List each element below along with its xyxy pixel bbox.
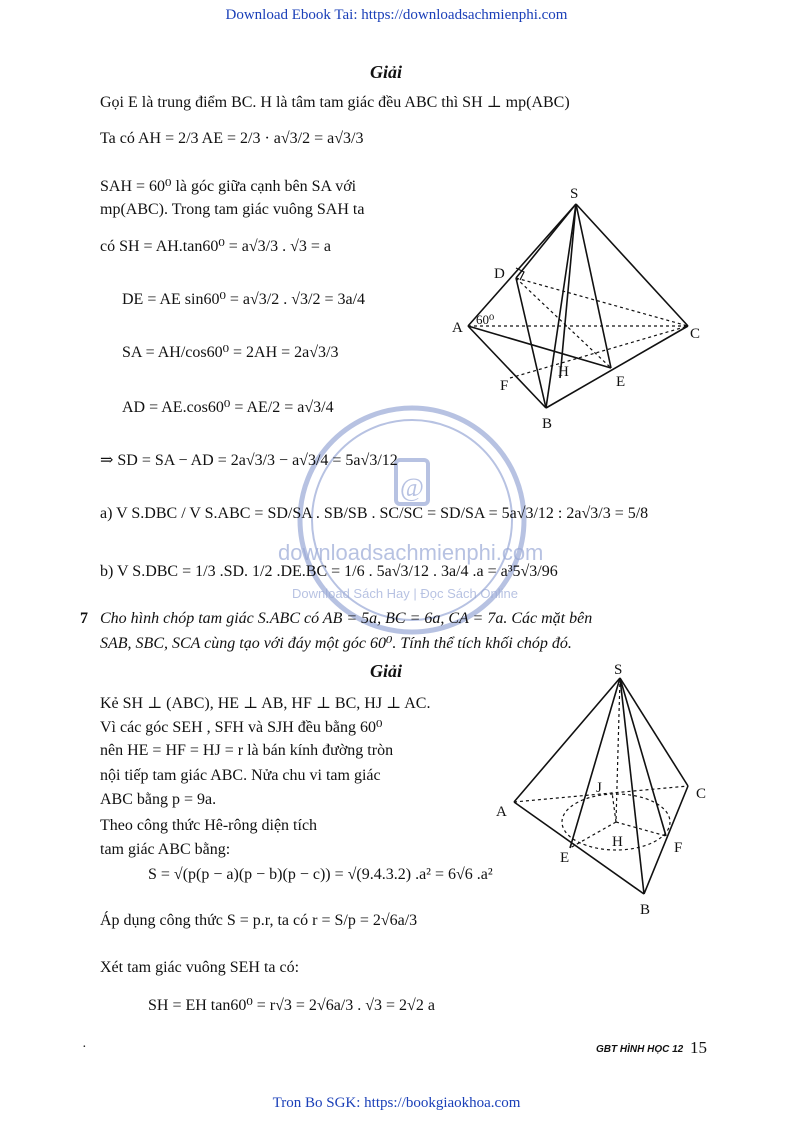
solution-heading-2: Giải — [370, 661, 403, 681]
watermark-tagline: Download Sách Hay | Đọc Sách Online — [292, 586, 518, 601]
equation-line: có SH = AH.tan60⁰ = a√3/3 . √3 = a — [100, 238, 332, 255]
label-A: A — [452, 320, 463, 336]
equation-line: b) V S.DBC = 1/3 .SD. 1/2 .DE.BC = 1/6 . 5a√3/12 . 3a/4 .a = a³5√3/96 — [100, 563, 558, 580]
pyramid-figure-2 — [490, 658, 730, 918]
solution-heading-1: Giải — [370, 62, 403, 82]
label-D: D — [494, 266, 505, 282]
problem-text: SAB, SBC, SCA cùng tạo với đáy một góc 60⁰. Tính thể tích khối chóp đó. — [100, 635, 572, 652]
equation-line: SH = EH tan60⁰ = r√3 = 2√6a/3 . √3 = 2√2 a — [148, 997, 435, 1014]
text-line: Vì các góc SEH , SFH và SJH đều bằng 60⁰ — [100, 719, 383, 736]
text-line: nội tiếp tam giác ABC. Nửa chu vi tam giác — [100, 767, 381, 784]
equation-line: S = √(p(p − a)(p − b)(p − c)) = √(9.4.3.2) .a² = 6√6 .a² — [148, 866, 493, 883]
problem-number: 7 — [80, 610, 88, 627]
label-F: F — [500, 378, 509, 394]
equation-line: ⇒ SD = SA − AD = 2a√3/3 − a√3/4 = 5a√3/12 — [100, 452, 398, 469]
text-line: mp(ABC). Trong tam giác vuông SAH ta — [100, 201, 365, 218]
text-line: Kẻ SH ⊥ (ABC), HE ⊥ AB, HF ⊥ BC, HJ ⊥ AC. — [100, 695, 431, 712]
text-line: tam giác ABC bằng: — [100, 841, 231, 858]
footer-dot: · — [82, 1040, 87, 1055]
label-A: A — [496, 804, 507, 820]
svg-text:@: @ — [400, 473, 424, 502]
text-line: SAH = 60⁰ là góc giữa cạnh bên SA với — [100, 178, 357, 195]
label-angle: 60⁰ — [476, 312, 495, 327]
equation-line: DE = AE sin60⁰ = a√3/2 . √3/2 = 3a/4 — [122, 291, 366, 308]
equation-line: a) V S.DBC / V S.ABC = SD/SA . SB/SB . SC/SC = SD/SA = 5a√3/12 : 2a√3/3 = 5/8 — [100, 505, 649, 522]
label-F: F — [674, 840, 683, 856]
equation-line: AD = AE.cos60⁰ = AE/2 = a√3/4 — [122, 399, 334, 416]
label-C: C — [690, 326, 701, 342]
label-S: S — [614, 662, 623, 678]
equation-line: SA = AH/cos60⁰ = 2AH = 2a√3/3 — [122, 344, 339, 361]
equation-line: Áp dụng công thức S = p.r, ta có r = S/p = 2√6a/3 — [100, 912, 418, 929]
equation-line: Ta có AH = 2/3 AE = 2/3 · a√3/2 = a√3/3 — [100, 130, 364, 147]
text-line: nên HE = HF = HJ = r là bán kính đường tròn — [100, 742, 394, 759]
label-J: J — [596, 780, 602, 796]
page-number: 15 — [690, 1038, 707, 1057]
label-B: B — [542, 416, 553, 432]
footer-link[interactable]: Tron Bo SGK: https://bookgiaokhoa.com — [272, 1095, 521, 1111]
text-line: Gọi E là trung điểm BC. H là tâm tam giác đều ABC thì SH ⊥ mp(ABC) — [100, 94, 570, 111]
book-title: GBT HÌNH HỌC 12 — [596, 1044, 684, 1055]
label-H: H — [558, 364, 569, 380]
label-B: B — [640, 902, 651, 918]
label-H: H — [612, 834, 623, 850]
problem-text: Cho hình chóp tam giác S.ABC có AB = 5a, BC = 6a, CA = 7a. Các mặt bên — [100, 610, 593, 627]
label-E: E — [616, 374, 626, 390]
text-line: ABC bằng p = 9a. — [100, 791, 217, 808]
pyramid-figure-1 — [448, 182, 718, 432]
label-C: C — [696, 786, 707, 802]
header-link[interactable]: Download Ebook Tai: https://downloadsachmienphi.com — [225, 7, 568, 23]
watermark-site: downloadsachmienphi.com — [278, 540, 544, 565]
label-E: E — [560, 850, 570, 866]
text-line: Xét tam giác vuông SEH ta có: — [100, 959, 300, 976]
text-line: Theo công thức Hê-rông diện tích — [100, 817, 318, 834]
label-S: S — [570, 186, 579, 202]
